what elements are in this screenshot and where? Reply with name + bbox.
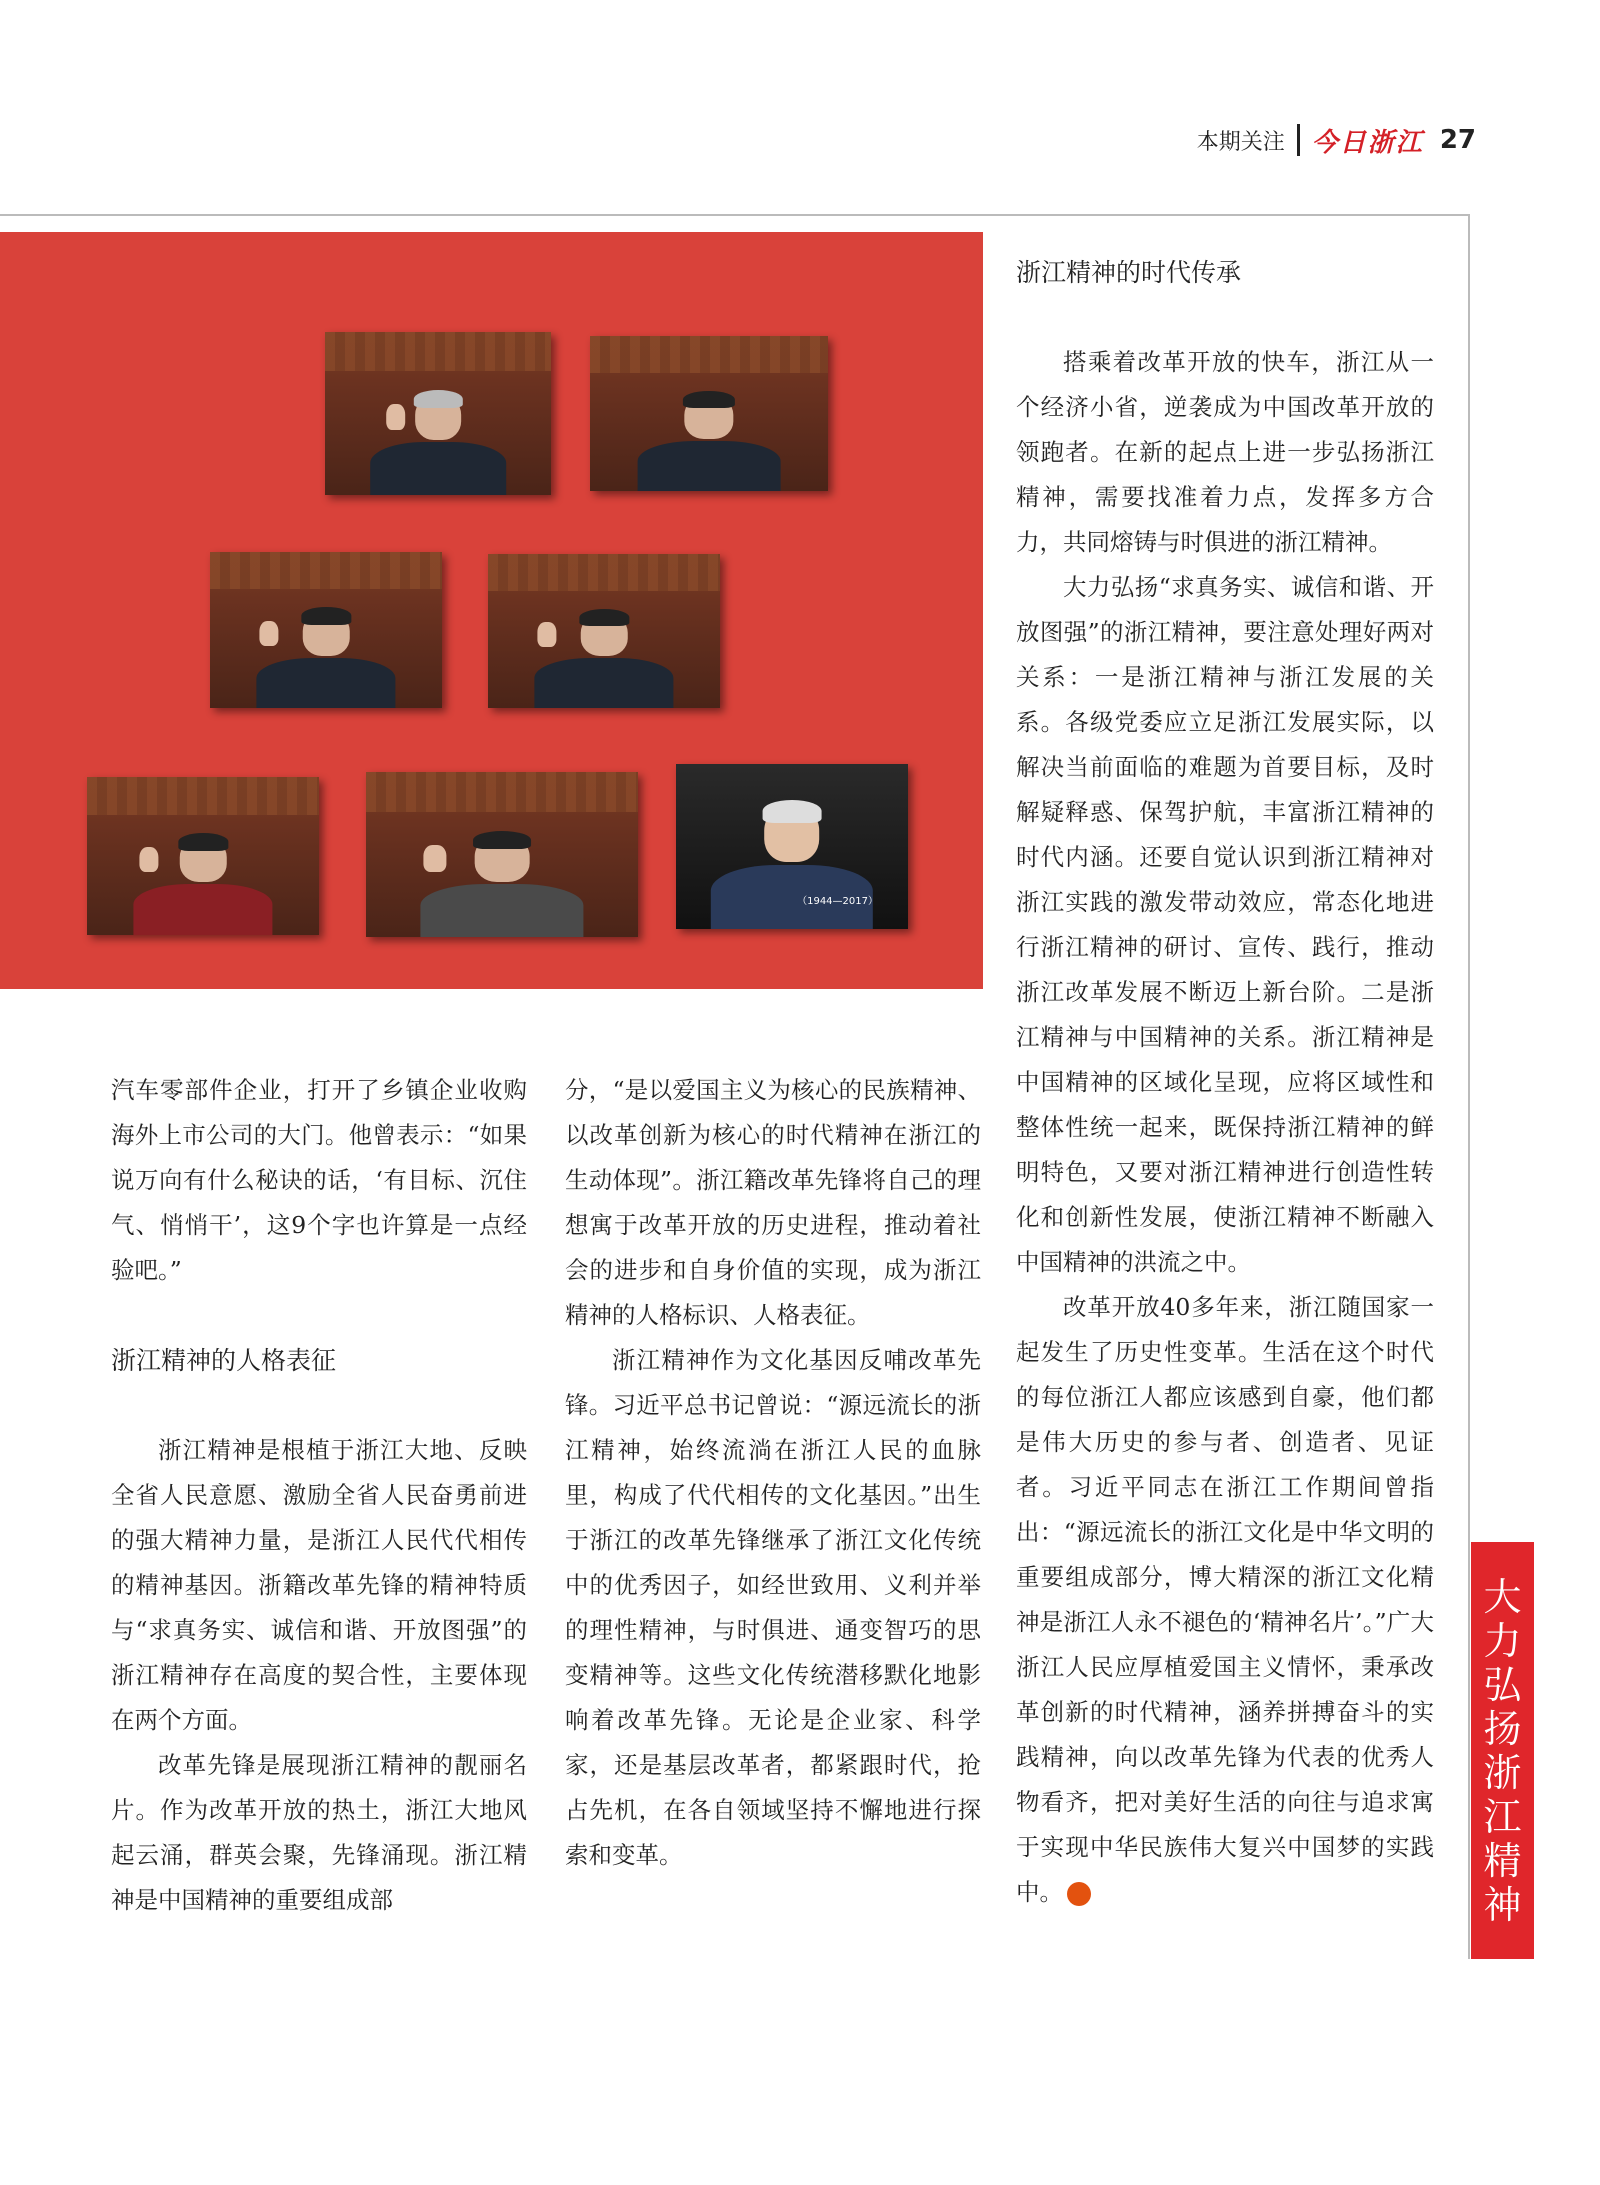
side-tab-char: 扬 [1483, 1706, 1522, 1751]
photo-portrait [488, 554, 720, 708]
top-rule [0, 214, 1470, 216]
paragraph: 改革先锋是展现浙江精神的靓丽名片。作为改革开放的热土，浙江大地风起云涌，群英会聚，先锋涌现。浙江精神是中国精神的重要组成部 [111, 1751, 527, 1914]
paragraph [1016, 1285, 1434, 1915]
page-header [1197, 118, 1476, 162]
photo-portrait [325, 332, 551, 495]
section-heading: 浙江精神的人格表征 [111, 1346, 337, 1375]
text-column-3 [1016, 250, 1434, 1915]
text-column-1 [111, 1068, 527, 1923]
paragraph-text: 改革开放40多年来，浙江随国家一起发生了历史性变革。生活在这个时代的每位浙江人都应该感到自豪，他们都是伟大历史的参与者、创造者、见证者。习近平同志在浙江工作期间曾指出：“源远流长的浙江文化是中华文明的重要组成部分，博大精深的浙江文化精神是浙江人永不褪色的‘精神名片’。”广大浙江人民应厚植爱国主义情怀，秉承改革创新的时代精神，涵养拼搏奋斗的实践精神，向以改革先锋为代表的优秀人物看齐，把对美好生活的向往与追求寓于实现中华民族伟大复兴中国梦的实践中。 [1016, 1293, 1434, 1906]
section-label: 本期关注 [1196, 129, 1285, 155]
paragraph: 汽车零部件企业，打开了乡镇企业收购海外上市公司的大门。他曾表示：“如果说万向有什么秘诀的话，‘有目标、沉住气、悄悄干’，这9个字也许算是一点经验吧。” [111, 1076, 527, 1284]
photo-portrait [366, 772, 638, 937]
paragraph: 大力弘扬“求真务实、诚信和谐、开放图强”的浙江精神，要注意处理好两对关系：一是浙江精神与浙江发展的关系。各级党委应立足浙江发展实际，以解决当前面临的难题为首要目标，及时解疑释惑、保驾护航，丰富浙江精神的时代内涵。还要自觉认识到浙江精神对浙江实践的激发带动效应，常态化地进行浙江精神的研讨、宣传、践行，推动浙江改革发展不断迈上新台阶。二是浙江精神与中国精神的关系。浙江精神是中国精神的区域化呈现，应将区域性和整体性统一起来，既保持浙江精神的鲜明特色，又要对浙江精神进行创造性转化和创新性发展，使浙江精神不断融入中国精神的洪流之中。 [1016, 573, 1434, 1276]
photo-collage-panel [0, 232, 983, 989]
side-tab-title [1471, 1542, 1534, 1959]
side-tab-char: 大 [1483, 1574, 1522, 1619]
paragraph: 分，“是以爱国主义为核心的民族精神、以改革创新为核心的时代精神在浙江的生动体现”。浙江籍改革先锋将自己的理想寓于改革开放的历史进程，推动着社会的进步和自身价值的实现，成为浙江精神的人格标识、人格表征。 [565, 1076, 981, 1329]
photo-portrait [210, 552, 442, 708]
side-tab-char: 精 [1483, 1838, 1522, 1883]
side-tab-char: 力 [1483, 1618, 1522, 1663]
photo-portrait [87, 777, 319, 935]
text-column-2 [565, 1068, 981, 1878]
photo-caption: （1944—2017） [797, 896, 878, 907]
side-tab-char: 神 [1483, 1882, 1522, 1927]
paragraph: 浙江精神作为文化基因反哺改革先锋。习近平总书记曾说：“源远流长的浙江精神，始终流淌在浙江人民的血脉里，构成了代代相传的文化基因。”出生于浙江的改革先锋继承了浙江文化传统中的优秀因子，如经世致用、义利并举的理性精神，与时俱进、通变智巧的思变精神等。这些文化传统潜移默化地影响着改革先锋。无论是企业家、科学家，还是基层改革者，都紧跟时代，抢占先机，在各自领域坚持不懈地进行探索和变革。 [565, 1346, 981, 1869]
header-divider [1297, 124, 1300, 156]
right-rule [1468, 214, 1470, 1959]
side-tab-char: 浙 [1483, 1750, 1522, 1795]
section-heading: 浙江精神的时代传承 [1016, 258, 1242, 287]
magazine-logo: 今日浙江 [1311, 127, 1424, 158]
photo-portrait-memorial [676, 764, 908, 929]
photo-portrait [590, 336, 828, 491]
side-tab-char: 江 [1483, 1794, 1522, 1839]
paragraph: 搭乘着改革开放的快车，浙江从一个经济小省，逆袭成为中国改革开放的领跑者。在新的起点上进一步弘扬浙江精神，需要找准着力点，发挥多方合力，共同熔铸与时俱进的浙江精神。 [1016, 348, 1434, 556]
paragraph: 浙江精神是根植于浙江大地、反映全省人民意愿、激励全省人民奋勇前进的强大精神力量，是浙江人民代代相传的精神基因。浙籍改革先锋的精神特质与“求真务实、诚信和谐、开放图强”的浙江精神存在高度的契合性，主要体现在两个方面。 [111, 1436, 527, 1734]
end-mark-icon: 今 [1067, 1882, 1091, 1906]
page-number: 27 [1439, 125, 1476, 155]
side-tab-char: 弘 [1483, 1662, 1522, 1707]
